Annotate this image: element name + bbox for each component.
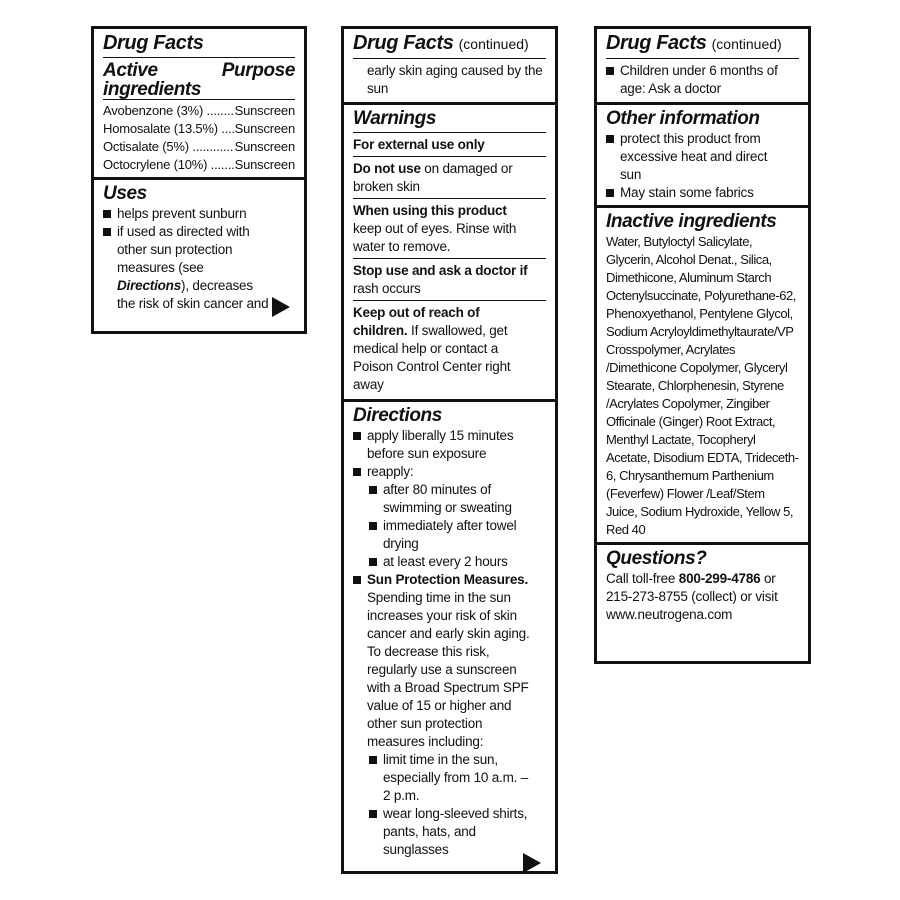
warning-text: If swallowed, get medical help or contact a Poison Control Center right away (353, 323, 511, 392)
inactive-ingredients-title: Inactive ingredients (606, 211, 777, 232)
warning-text: keep out of eyes. Rinse with water to remove. (353, 221, 517, 254)
continued-label: (continued) (711, 36, 782, 52)
list-item (606, 130, 799, 184)
warnings-section (344, 102, 555, 399)
drug-facts-panel-1 (91, 26, 307, 334)
title-text: Drug Facts (353, 32, 454, 54)
other-information-section (597, 102, 808, 205)
warning-text: on damaged or broken skin (353, 161, 513, 194)
ingredient-purpose: Sunscreen (234, 103, 295, 118)
ingredient-list (103, 102, 295, 174)
warning-heading: Do not use (353, 161, 421, 176)
keep-out-of-reach (353, 304, 546, 396)
sun-protection-heading: Sun Protection Measures. (367, 572, 528, 587)
continued-label: (continued) (458, 36, 529, 52)
ingredient-purpose: Sunscreen (234, 157, 295, 172)
direction-text: apply liberally 15 minutes before sun exposure (367, 428, 514, 461)
continue-arrow-icon (523, 853, 541, 873)
panel-title: Drug Facts (103, 31, 295, 58)
list-item (606, 62, 799, 98)
children-text: Children under 6 months of age: Ask a doctor (620, 63, 778, 96)
active-ingredients-label: Active ingredients (103, 60, 202, 100)
direction-text: immediately after towel drying (383, 518, 517, 551)
warning-heading: Stop use and ask a doctor if (353, 263, 528, 278)
drug-facts-panel-3 (594, 26, 811, 664)
ingredient-row (103, 156, 295, 174)
warning-heading: When using this product (353, 203, 507, 218)
uses-item-text: ), decreases the risk of skin cancer and (117, 278, 269, 311)
continued-text: early skin aging caused by the sun (367, 63, 543, 96)
active-ingredients-section (94, 29, 304, 177)
uses-title: Uses (103, 183, 147, 204)
direction-text: Spending time in the sun increases your risk of skin cancer and early skin aging. To decrease this risk, regularly use a sunscreen with a Broad Spectrum SPF value of 15 or higher and other sun protection measures including: (367, 590, 530, 749)
ingredients-header (103, 61, 295, 100)
panel-title (606, 31, 799, 59)
reapply-sublist (369, 481, 546, 571)
ingredient-name: Avobenzone (3%) ..... (103, 102, 234, 120)
directions-section (344, 399, 555, 881)
direction-text: at least every 2 hours (383, 554, 508, 569)
list-item (606, 184, 799, 202)
when-using (353, 202, 546, 259)
continue-arrow-icon (272, 297, 290, 317)
ingredient-purpose: Sunscreen (234, 121, 295, 136)
continued-section (597, 29, 808, 102)
external-use: For external use only (353, 136, 546, 157)
direction-text: wear long-sleeved shirts, pants, hats, and sunglasses (383, 806, 528, 857)
directions-list (353, 427, 546, 859)
phone-number: 800-299-4786 (678, 571, 761, 586)
warning-text: rash occurs (353, 281, 421, 296)
panel-title (353, 31, 546, 59)
contact-text (606, 570, 799, 624)
do-not-use (353, 160, 546, 199)
directions-title: Directions (353, 405, 442, 426)
measures-sublist (369, 751, 546, 859)
list-item (369, 805, 532, 859)
other-information-title: Other information (606, 108, 760, 129)
ingredient-name: Octocrylene (10%) ..... (103, 156, 234, 174)
other-information-list (606, 130, 799, 202)
direction-text: reapply: (367, 464, 414, 479)
title-text: Drug Facts (606, 32, 707, 54)
directions-ref: Directions (117, 278, 182, 293)
uses-section (94, 177, 304, 325)
questions-title: Questions? (606, 548, 707, 569)
ingredient-name: Octisalate (5%) ..... (103, 138, 234, 156)
drug-facts-panel-2 (341, 26, 558, 874)
uses-item-text: helps prevent sunburn (117, 206, 247, 221)
list-item (369, 481, 546, 517)
direction-text: limit time in the sun, especially from 10 a.m. – 2 p.m. (383, 752, 529, 803)
ingredient-name: Homosalate (13.5%) ..... (103, 120, 234, 138)
children-list (606, 62, 799, 98)
list-item (369, 751, 532, 805)
continued-section (344, 29, 555, 102)
info-text: protect this product from excessive heat and direct sun (620, 131, 768, 182)
list-item (353, 463, 546, 571)
inactive-ingredients-section (597, 205, 808, 542)
list-item (103, 205, 295, 223)
info-text: May stain some fabrics (620, 185, 754, 200)
uses-list (103, 205, 295, 313)
purpose-label: Purpose (221, 60, 295, 81)
warnings-title: Warnings (353, 107, 546, 133)
warning-heading: Keep out of reach of children. (353, 305, 480, 338)
contact-alt: or 215-273-8755 (collect) or visit www.neutrogena.com (606, 571, 778, 622)
ingredient-row (103, 102, 295, 120)
list-item (369, 517, 546, 553)
ingredient-purpose: Sunscreen (234, 139, 295, 154)
ingredient-row (103, 120, 295, 138)
uses-item-text: if used as directed with other sun protection measures (see (117, 224, 250, 275)
inactive-ingredients-text: Water, Butyloctyl Salicylate, Glycerin, Alcohol Denat., Silica, Dimethicone, Aluminum Starch Octenylsuccinate, Polyurethane-62, Phenoxyethanol, Pentylene Glycol, Sodium Acryloyldimethyltaurate/VP Crosspolymer, Acrylates /Dimethicone Copolymer, Glyceryl Stearate, Chlorphenesin, Styrene /Acrylates Copolymer, Zingiber Officinale (Ginger) Root Extract, Menthyl Lactate, Tocopheryl Acetate, Disodium EDTA, Trideceth-6, Chrysanthemum Parthenium (Feverfew) Flower /Leaf/Stem Juice, Sodium Hydroxide, Yellow 5, Red 40 (606, 234, 799, 537)
list-item (369, 553, 546, 571)
stop-use (353, 262, 546, 301)
list-item (353, 427, 546, 463)
list-item (353, 571, 546, 859)
direction-text: after 80 minutes of swimming or sweating (383, 482, 512, 515)
questions-section (597, 542, 808, 627)
call-label: Call toll-free (606, 571, 679, 586)
list-item (103, 223, 295, 313)
ingredient-row (103, 138, 295, 156)
